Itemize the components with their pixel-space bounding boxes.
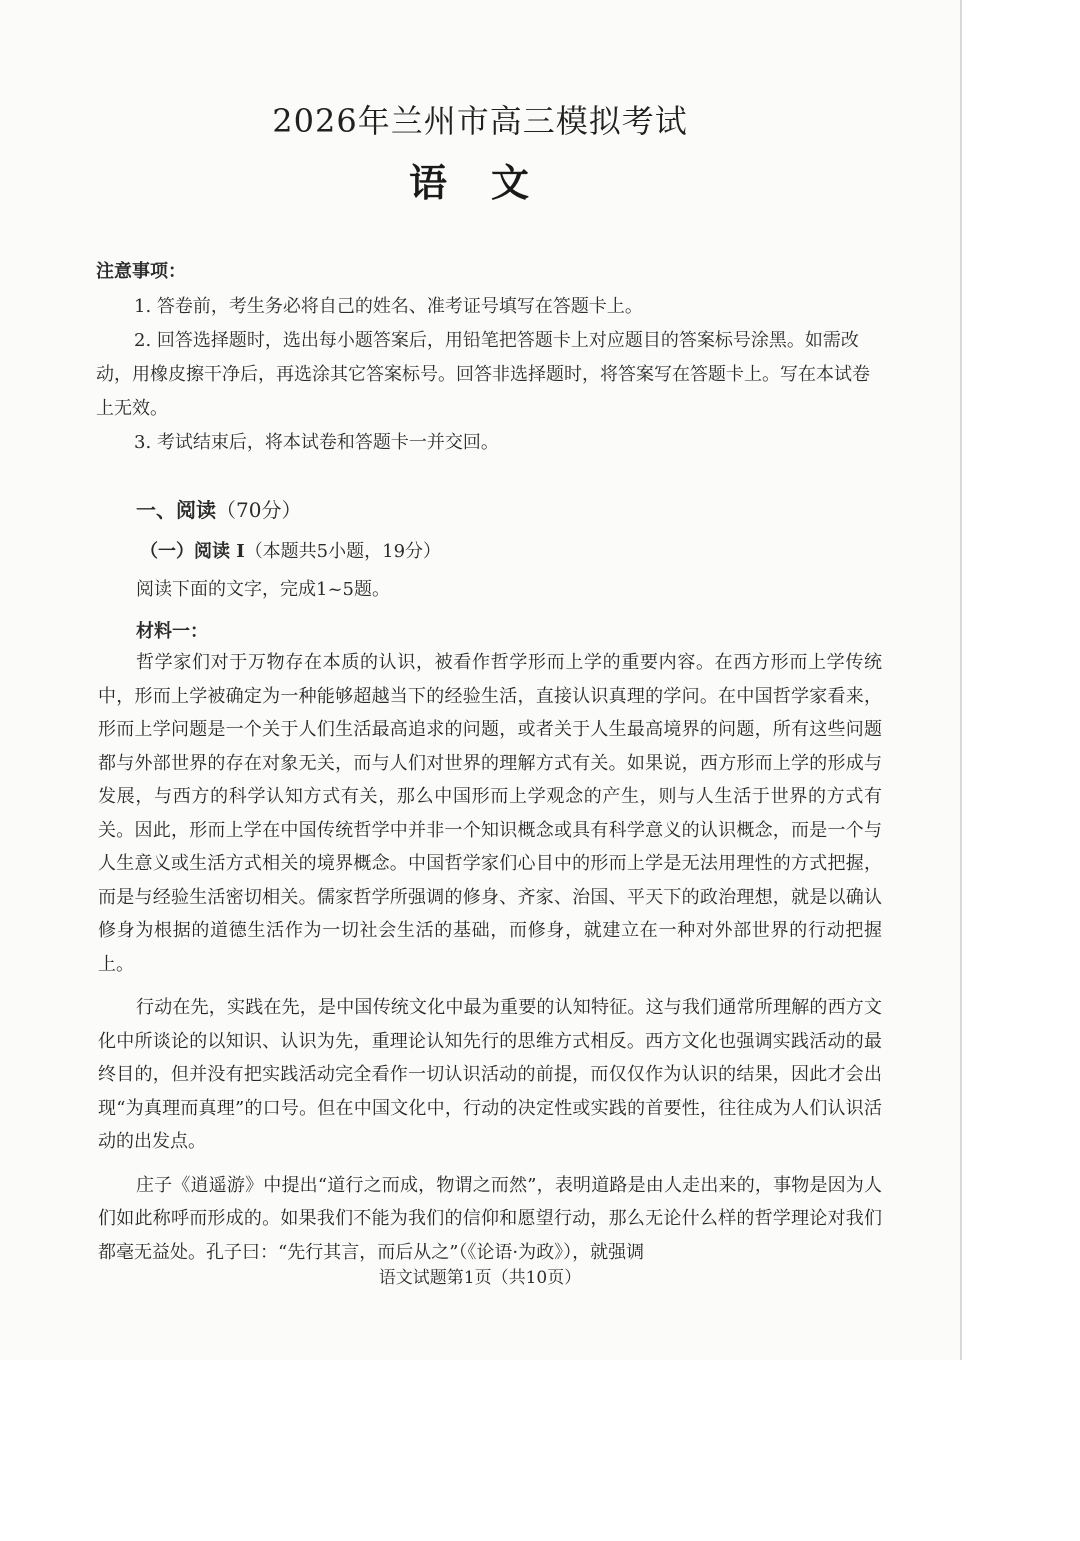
notice-list [96,290,882,460]
subsection-label: （一）阅读 I [140,541,245,562]
page-footer: 语文试题第1页（共10页） [378,1268,582,1288]
notice-item: 1. 答卷前，考生务必将自己的姓名、准考证号填写在答题卡上。 [134,296,643,317]
passage-paragraph: 哲学家们对于万物存在本质的认识，被看作哲学形而上学的重要内容。在西方形而上学传统中，形而上学被确定为一种能够超越当下的经验生活，直接认识真理的学问。在中国哲学家看来，形而上学问题是一个关于人们生活最高追求的问题，或者关于人生最高境界的问题，所有这些问题都与外部世界的存在对象无关，而与人们对世界的理解方式有关。如果说，西方形而上学的形成与发展，与西方的科学认知方式有关，那么中国形而上学观念的产生，则与人生活于世界的方式有关。因此，形而上学在中国传统哲学中并非一个知识概念或具有科学意义的认识概念，而是一个与人生意义或生活方式相关的境界概念。中国哲学家们心目中的形而上学是无法用理性的方式把握，而是与经验生活密切相关。儒家哲学所强调的修身、齐家、治国、平天下的政治理想，就是以确认修身为根据的道德生活作为一切社会生活的基础，而修身，就建立在一种对外部世界的行动把握上。 [98,652,882,975]
exam-title: 2026年兰州市高三模拟考试 [272,102,688,140]
subsection-detail: （本题共5小题，19分） [244,541,442,562]
material-heading: 材料一： [136,621,208,642]
notice-heading: 注意事项： [96,261,186,282]
section-label: 一、阅读 [136,498,216,522]
subject-title: 语文 [408,160,573,205]
section-score: （70分） [216,498,302,522]
notice-item: 3. 考试结束后，将本试卷和答题卡一并交回。 [134,432,499,453]
passage-paragraph: 行动在先，实践在先，是中国传统文化中最为重要的认知特征。这与我们通常所理解的西方文化中所谈论的以知识、认识为先，重理论认知先行的思维方式相反。西方文化也强调实践活动的最终目的，但并没有把实践活动完全看作一切认识活动的前提，而仅仅作为认识的结果，因此才会出现“为真理而真理”的口号。但在中国文化中，行动的决定性或实践的首要性，往往成为人们认识活动的出发点。 [98,997,882,1152]
notice-item: 2. 回答选择题时，选出每小题答案后，用铅笔把答题卡上对应题目的答案标号涂黑。如需改动，用橡皮擦干净后，再选涂其它答案标号。回答非选择题时，将答案写在答题卡上。写在本试卷上无效。 [96,330,870,419]
passage-paragraph: 庄子《逍遥游》中提出“道行之而成，物谓之而然”，表明道路是由人走出来的，事物是因为人们如此称呼而形成的。如果我们不能为我们的信仰和愿望行动，那么无论什么样的哲学理论对我们都毫无益处。孔子曰：“先行其言，而后从之”（《论语·为政》），就强调 [98,1174,882,1263]
reading-instruction: 阅读下面的文字，完成1~5题。 [136,579,390,600]
section-heading [136,494,301,523]
subsection-heading [140,537,441,563]
reading-passage [98,646,882,1279]
